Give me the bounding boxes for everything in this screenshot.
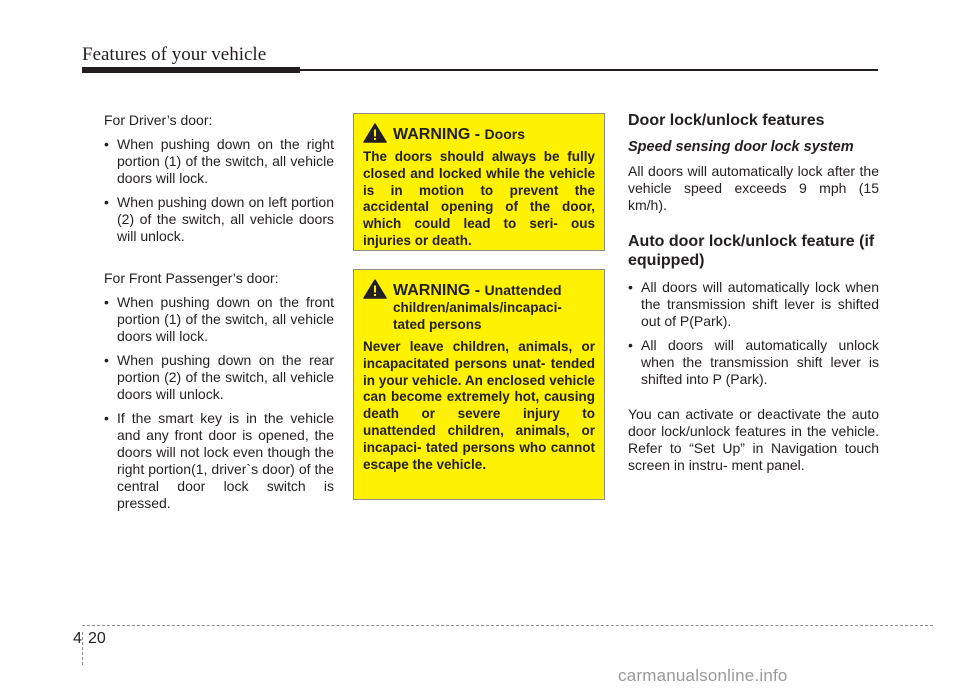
list-item: • When pushing down on the front portion (1) of the switch, all vehicle doors will lock.: [104, 294, 334, 345]
setup-paragraph: You can activate or deactivate the auto door lock/unlock features in the vehicle. Refer to “Set Up” in Navigation touch screen in instru- ment panel.: [628, 406, 879, 473]
list-item: • All doors will automatically lock when the transmission shift lever is shifted out of P(Park).: [628, 279, 879, 330]
warning-topic: Doors: [484, 126, 525, 142]
chapter-number: 4: [73, 630, 82, 647]
warning-box-doors: [353, 113, 605, 251]
warning-triangle-icon: [363, 279, 387, 299]
warning-box-unattended: [353, 269, 605, 500]
right-column: [628, 111, 879, 474]
section-heading-door-lock: Door lock/unlock features: [628, 112, 825, 129]
header-rule-thin: [300, 69, 878, 71]
list-item: • When pushing down on left portion (2) of the switch, all vehicle doors will unlock.: [104, 194, 334, 245]
footer-rule: [82, 625, 933, 626]
list-item: • If the smart key is in the vehicle and any front door is opened, the doors will not lock even though the right portion(1, driver`s door) of the central door lock switch is pressed.: [104, 410, 334, 512]
warning-triangle-icon: [363, 123, 387, 143]
list-item: • When pushing down on the right portion (1) of the switch, all vehicle doors will lock.: [104, 136, 334, 187]
warning-label: WARNING -: [393, 282, 485, 299]
warning-body: The doors should always be fully closed and locked while the vehicle is in motion to prevent the accidental opening of the door, which could lead to seri- ous injuries or death.: [363, 149, 595, 248]
auto-lock-list: [628, 279, 879, 388]
footer-divider: [82, 632, 83, 665]
list-item: • When pushing down on the rear portion (2) of the switch, all vehicle doors will unlock.: [104, 352, 334, 403]
page-header-title: Features of your vehicle: [82, 44, 267, 65]
speed-sensing-paragraph: All doors will automatically lock after the vehicle speed exceeds 9 mph (15 km/h).: [628, 163, 879, 213]
list-item: • All doors will automatically unlock when the transmission shift lever is shifted into P (Park).: [628, 337, 879, 388]
section-heading-auto-lock: Auto door lock/unlock feature (if equipped): [628, 233, 875, 269]
warning-topic: Unattended: [484, 282, 562, 298]
warning-header: [363, 278, 595, 300]
warning-topic-continued: children/animals/incapaci- tated persons: [393, 300, 562, 332]
warning-body: Never leave children, animals, or incapacitated persons unat- tended in your vehicle. An enclosed vehicle can become extremely hot, causing death or severe injury to unattended children, animals, or incapaci- tated persons who cannot escape the vehicle.: [363, 339, 595, 472]
drivers-door-list: [104, 136, 334, 245]
passenger-door-lead: For Front Passenger’s door:: [104, 270, 279, 286]
warning-label: WARNING -: [393, 126, 485, 143]
subheading-speed-sensing: Speed sensing door lock system: [628, 139, 854, 155]
header-rule-thick: [82, 67, 300, 73]
left-column: [104, 112, 334, 519]
drivers-door-lead: For Driver’s door:: [104, 112, 213, 128]
warning-header: [363, 122, 595, 144]
watermark-text: carmanualsonline.info: [618, 666, 788, 685]
page-number: 20: [88, 630, 106, 647]
passenger-door-list: [104, 294, 334, 512]
